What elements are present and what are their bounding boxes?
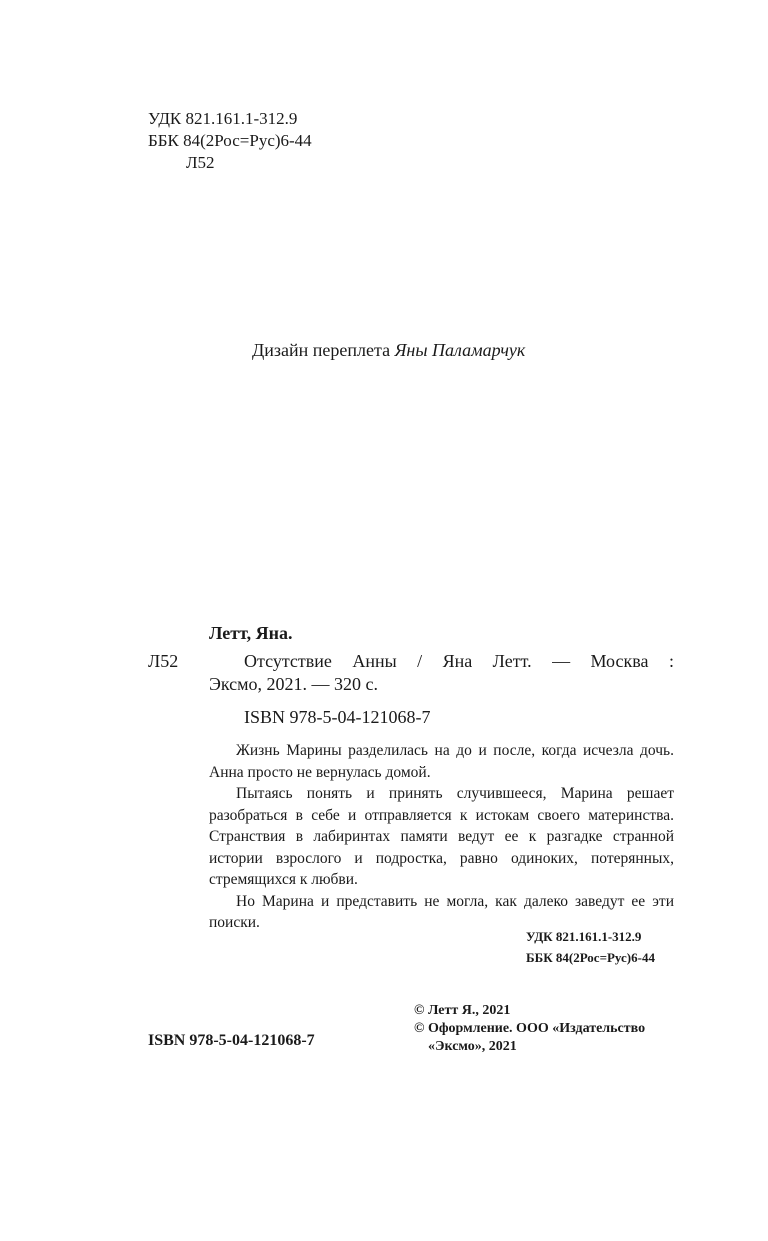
title-word: Яна (442, 651, 473, 671)
title-word: Летт. (492, 651, 532, 671)
annotation-paragraph: Пытаясь понять и принять случившееся, Марина решает разобраться в себе и отправляется к истокам своего материнства. Странствия в лабиринтах памяти ведут ее к разгадке странной истории взрослого и подростка, равно одиноких, потерянных, стремящихся к любви. (209, 785, 674, 888)
record-title (209, 650, 674, 696)
top-classification (148, 108, 312, 174)
design-credit-name: Яны Паламарчук (394, 340, 526, 360)
record-author: Летт, Яна. (209, 623, 293, 643)
record-title-line1 (209, 650, 674, 673)
design-credit (252, 340, 525, 361)
title-word: Отсутствие (244, 651, 332, 671)
top-bbk: ББК 84(2Рос=Рус)6-44 (148, 131, 312, 150)
bottom-udk: УДК 821.161.1-312.9 (526, 929, 642, 944)
copyright-author: © Летт Я., 2021 (414, 1003, 511, 1018)
top-author-code: Л52 (186, 153, 215, 172)
annotation-paragraph: Жизнь Марины разделилась на до и после, когда исчезла дочь. Анна просто не вернулась домой. (209, 742, 674, 781)
title-word: Анны (352, 651, 397, 671)
title-word: Москва (590, 651, 649, 671)
record-isbn: ISBN 978-5-04-121068-7 (244, 707, 431, 727)
title-word: : (668, 651, 674, 671)
design-credit-label: Дизайн переплета (252, 340, 391, 360)
copyright-design: © Оформление. ООО «Издательство (414, 1021, 646, 1036)
top-udk: УДК 821.161.1-312.9 (148, 109, 298, 128)
footer-isbn: ISBN 978-5-04-121068-7 (148, 1032, 315, 1049)
copyright-block (414, 1002, 645, 1056)
annotation (209, 740, 674, 934)
bottom-bbk: ББК 84(2Рос=Рус)6-44 (526, 950, 655, 965)
title-word: / (417, 651, 423, 671)
title-word: — (552, 651, 571, 671)
bottom-classification (526, 926, 655, 968)
annotation-paragraph: Но Марина и представить не могла, как далеко заведут ее эти поиски. (209, 892, 674, 931)
record-title-line2: Эксмо, 2021. — 320 с. (209, 674, 379, 694)
record-code: Л52 (148, 651, 179, 671)
copyright-design-cont: «Эксмо», 2021 (428, 1039, 517, 1054)
